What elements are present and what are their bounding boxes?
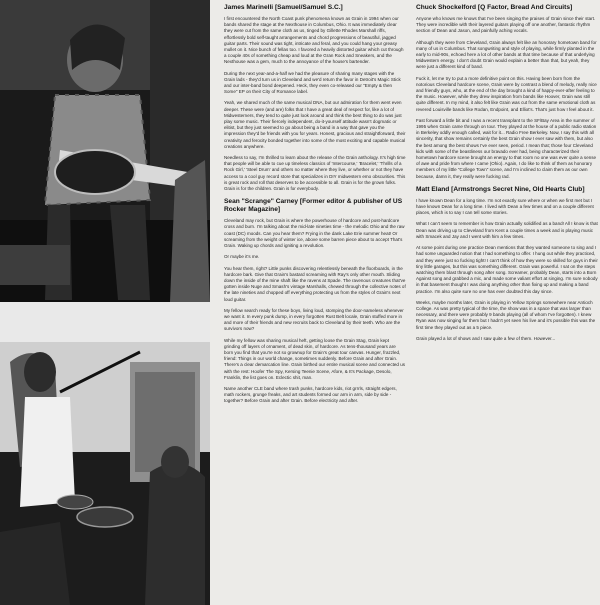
paragraph: Fuck it, let me try to put a more definitive point on this. Having been born from the notorious Cleveland hardcore scene, Grain were by contrast a blend of melody, really nice and friendly guys, who, at the end of the day brought a kind of happy-ever-after feeling to the music. However, while they drew inspiration from bands like Hoover, Grain was still quite different. In my mind, it also felt like Grain was cut from the same emotional cloth as revered Louisville bands like Rodan, Endpoint, and Elliot's. That's just how I feel about it.	[416, 75, 597, 112]
paragraph: During the next year-and-a-half we had the pleasure of sharing many stages with the Grain lads - they'd turn us in Cleveland and we'd return the favor in Detroit's Magic Stick and our inter-band bond deepened. Heck, they even co-released our "Empty & then Some" EP on their City of Romance label.	[224, 70, 401, 95]
section-matt-eland	[416, 186, 598, 342]
paragraph: At some point during one practice Dean mentions that they wanted someone to sing and I had some unguarded notion that I had something to offer. I hung out while they practiced, and they were just so fucking tight! I can't think of how they were so skilled for guys in their tiny little garages, but this was something different. Grain was powerful. I sat on the steps watching them blast through song after song. Screamer, probably Dean, starts into a Born Against song and grabbed a mic, and made some valiant effort at singing. I'm sure nobody in that basement thought I was doing anything other than fixing up and making a band practice. I'm also quite sure no one has ever doubted this day since.	[416, 245, 598, 294]
paragraph: Name another CLE band where trash punks, hardcore kids, riot grrrls, straight edgers, math rockers, grunge freaks, and art students formed our arm in arm, side by side - together? Before Grain and after Grain. Before electricity and after.	[224, 385, 397, 404]
section-chuck-shockelford	[416, 4, 598, 180]
section-james-marinelli	[224, 4, 406, 192]
paragraph: Fast forward a little bit and I was a recent transplant to the SF/Bay Area in the summer of 1995 when Grain came through on tour. They played at the house of a public radio station in Berkeley oddly enough called, wait for it... Radio Free Berkeley. Now, I say this with all sincerity, that show remains certainly the best Grain show I ever saw with them, but also the best among the best shows I've ever seen, period. I mean that; those four Cleveland kids with some of the beastliness our bravado ever had, being characterized their hometown hardcore scene brought an energy to that room no one was ever quite a sense of awe and pride from where I came (Ohio). Again, I do like to think of them as honorary members of my little "College Town" scene, and I'm inclined to claim them as our own because, damn it, they really were fucking rad.	[416, 117, 597, 179]
band-photo-live-show	[0, 302, 210, 605]
paragraph: Or maybe it's me.	[224, 254, 260, 260]
paragraph: Cleveland may rock, but Grain is where the powerhouse of hardcore and post-hardcore cross and burn. I'm talking about the mid-late nineties time - the melodic Ohio and the raw coast (DC) moods. Can you hear them? Frying in the dank Lake Erie summer heat! Or screaming from the weight of winter ice, above some barren piece about to accept That's Grain. Waking up chords and igniting a revolution.	[224, 218, 405, 249]
section-heading: Chuck Shockelford [Q Factor, Bread And Circuits]	[416, 4, 573, 11]
paragraph: Yeah, we shared much of the same musical DNA, but our admiration for them went even deeper. These were (and are) folks that I have a great deal of respect for, like a lot of Midwesterners, they tend to quite just look around and think the best thing to do was just play some music. Their fiercely independent, do-it-yourself attitude wasn't dogmatic or elitist, but they just seemed to go about being a band in a way that gave you the impression they'd be friends with you for years. Honest, gracious and straightforward, their creativity and ferocity bonded together into some of the most exciting and capable musical creations anywhere.	[224, 100, 406, 149]
paragraph: Although they were from Cleveland, Grain always felt like an honorary hometown band for many of us in Columbus. That songwriting and style of playing, while firmly planted in the early to mid-90s, echoed here a lot of other bands at that time because of that underlying Midwestern energy. I don't doubt Grain would explain a better than that, but yeah, they were just a different kind of band.	[416, 39, 597, 70]
paragraph: Weeks, maybe months later, Grain is playing in Yellow Springs somewhere near Antioch College. As was pretty typical of the time, the show was in a space that was larger than necessary, and there were probably 9 bands playing (all of whom I've forgotten). I knew Ryan was now singing for them but I hadn't yet seen his live and it's possible this was the first time they played out as a 5 piece.	[416, 299, 596, 330]
live-show-illustration	[0, 302, 210, 605]
section-sean-carney	[224, 198, 406, 404]
band-photo-guitarist	[0, 0, 210, 302]
section-heading: Sean "Scrange" Carney [Former editor & publisher of US Rocker Magazine]	[224, 198, 403, 214]
paragraph: Needless to say, I'm thrilled to learn about the release of the Grain anthology. It's high time that people will be able to cue up timeless classics of 'Intercourse,' 'Bracelet,' 'Thrills of a Rock Girl,' 'Steel Drum' and others no matter where they live, or whether or not they have access to a cool guy record store that specializes in DIY midwestern emo obscurities. This is great rock and roll that deserves to be accessible to all. Grain is for the grown folks. Grain is for the children. Grain is for everybody.	[224, 155, 406, 192]
paragraph: My fellow search ready for these boys, living loud, stomping the door-nameless whenever we want it. In every punk dump, in every forgotten Rust Belt locale, Grain stuffed more in and more of their friends and new recruits back to Cleveland by their teeth. Who are the survivors now?	[224, 307, 404, 332]
paragraph: While my fellow was sharing musical heft, getting loose the Grain Stag, Grain kept grinding off layers of ornament, of dead skin, of hardcore. As tens-thousand years are born you find that you're not so grownup for Grain's great tour canvas. Hunger, frazzled, friend: Things in our world change, sometimes suddenly. Before Grain and after Grain. There's a clear demarcation line. Grain birthed our entire musical scene and connected us with the rest: Hoofer The Spy, Kersing Teenie Scene, Afore, & It's Package, Desolo, Franklin, the list goes on. Eclectic shit, man.	[224, 337, 405, 380]
paragraph: I have known Dean for a long time. I'm not exactly sure where or when we first met but I have known Dean for a long time. I lived with Dean a few times and on a couple different places, which is to say I can tell some stories.	[416, 197, 594, 216]
section-heading: James Marinelli [Samuel/Samuel S.C.]	[224, 4, 343, 11]
section-heading: Matt Eland [Armstrongs Secret Nine, Old Hearts Club]	[416, 185, 585, 193]
paragraph: Grain played a lot of shows and I saw quite a few of them. However...	[416, 335, 556, 341]
paragraph: Anyone who knows me knows that I've been singing the praises of Grain since their start. They were incredible with their layered guitars playing off one another, fantastic rhythm section of Dean and Jason, and painfully aching vocals.	[416, 16, 596, 34]
text-column-middle	[224, 4, 406, 604]
paragraph: I first encountered the North Coast punk phenomena known as Grain in 1994 when our bands shared the stage at the Nexthouse in Columbus, Ohio. It was immediately clear they were cut from the same cloth as us, tinged by Gillette Rhodes Marshall riffs, effortlessly bold self-taught arrangements and chord progressions of beautiful, jagged guitar parts. Their sound was tight, intricate and feral, and you could hang your greasy mullet on it. Nice bunch of fellas too. I favored a heavily distorted guitar which cut through a couple 40s of something cheap and loud at the Gran Rock and Sneakers, and the Nexthouse was a gem, much to the annoyance of the house's bartender.	[224, 16, 404, 65]
paragraph: You hear them, right? Little punks discovering relentlessly beneath the floorboards, in the hardcore bark. Give that Grain's bastard screaming with Ray's only other mouth. Sliding down the inside of the mine shaft like the ravens at Spade. The ravenous creatures that've gotten inside Nuge and Smash's vintage Marshalls, chewed through the collective notes of the late nineties and chopped off everything protecting us from the styles of Grain's next loud guitar.	[224, 265, 406, 302]
guitarist-illustration	[0, 0, 210, 302]
text-column-right	[416, 4, 598, 604]
paragraph: What I can't seem to remember is how Grain actually solidified as a band! All I know is that Dean was driving up to Cleveland from Kent a couple times a week and is playing music with Smacek and Jay and I went with him a few times.	[416, 221, 598, 239]
photo-column	[0, 0, 210, 605]
